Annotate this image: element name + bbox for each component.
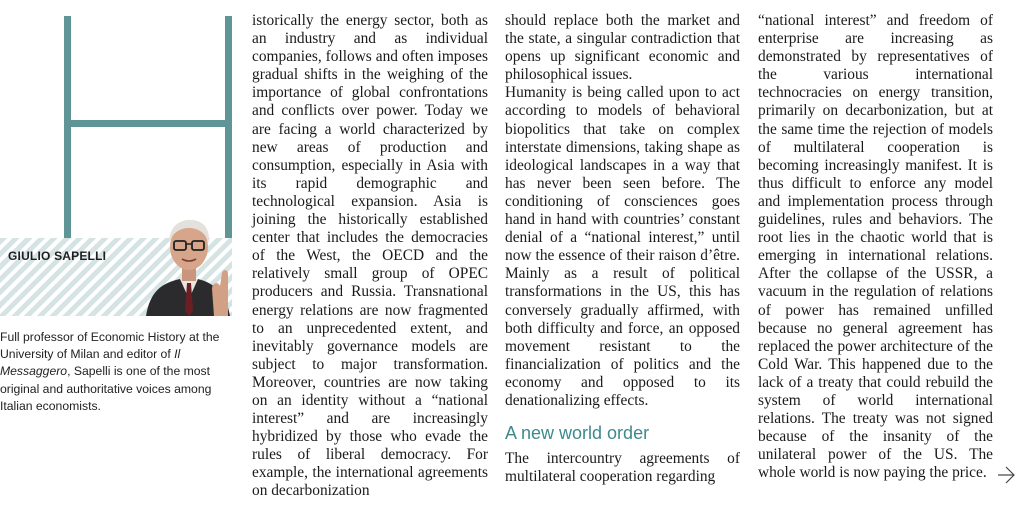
author-name: GIULIO SAPELLI: [8, 249, 107, 263]
next-page-arrow-icon[interactable]: [996, 462, 1016, 488]
bio-intro: Full professor of Economic History at the University of Milan and editor of: [0, 330, 220, 362]
section-heading: A new world order: [505, 423, 650, 444]
bio-rest: , Sapelli is one of the most original and authoritative voices among Italian economists.: [0, 364, 212, 413]
article-paragraph-1-continued: should replace both the market and the state, a singular contradiction that opens up significant economic and philosophical issues.: [505, 12, 740, 84]
article-column-2: [505, 12, 740, 486]
author-photo: [140, 213, 232, 316]
article-paragraph-3-continued: “national interest” and freedom of enterprise are increasing as demonstrated by representatives of the various international technocracies on energy transition, primarily on decarbonization, but at the same time the rejection of models of multilateral cooperation is becoming increasingly manifest. It is thus difficult to enforce any model and implementation process through guidelines, rules and behaviors. The root lies in the chaotic world that is emerging in international relations. After the collapse of the USSR, a vacuum in the regulation of relations of power has remained unfilled because no general agreement has replaced the power architecture of the Cold War. This happened due to the lack of a treaty that could rebuild the system of world international relations. The treaty was not signed because of the insanity of the unilateral power of the US. The whole world is now paying the price.: [758, 12, 993, 482]
article-paragraph-1: istorically the energy sector, both as an industry and as individual companies, follows and often imposes gradual shifts in the weighing of the importance of global confrontations and conflicts over power. Today we are facing a world characterized by new areas of production and consumption, especially in Asia with its rapid demographic and technological expansion. Asia is joining the historically established center that includes the democracies of the West, the OECD and the relatively small group of OPEC producers and Russia. Transnational energy relations are now fragmented to an unprecedented extent, and inevitably governance models are subject to major transformation. Moreover, countries are now taking on an identity without a “national interest” and are increasingly hybridized by those who evade the rules of liberal democracy. For example, the international agreements on decarbonization: [252, 12, 488, 500]
bio-publication: Il Messaggero: [0, 347, 181, 379]
article-column-3: [758, 12, 993, 482]
article-paragraph-3: The intercountry agreements of multilateral cooperation regarding: [505, 450, 740, 486]
article-column-1: [252, 12, 488, 501]
article-paragraph-2: Humanity is being called upon to act according to models of behavioral biopolitics that take on complex interstate dimensions, taking shape as ideological landscapes in a way that has never been seen before. The conditioning of consciences goes hand in hand with countries’ constant denial of a “national interest,” until now the essence of their raison d’être. Mainly as a result of political transformations in the US, this has conversely gradually affirmed, with both difficulty and force, an opposed movement resistant to the financialization of politics and the economy and opposed to its denationalizing effects.: [505, 84, 740, 409]
author-bio: [0, 329, 232, 415]
drop-cap-letter: [64, 16, 232, 238]
